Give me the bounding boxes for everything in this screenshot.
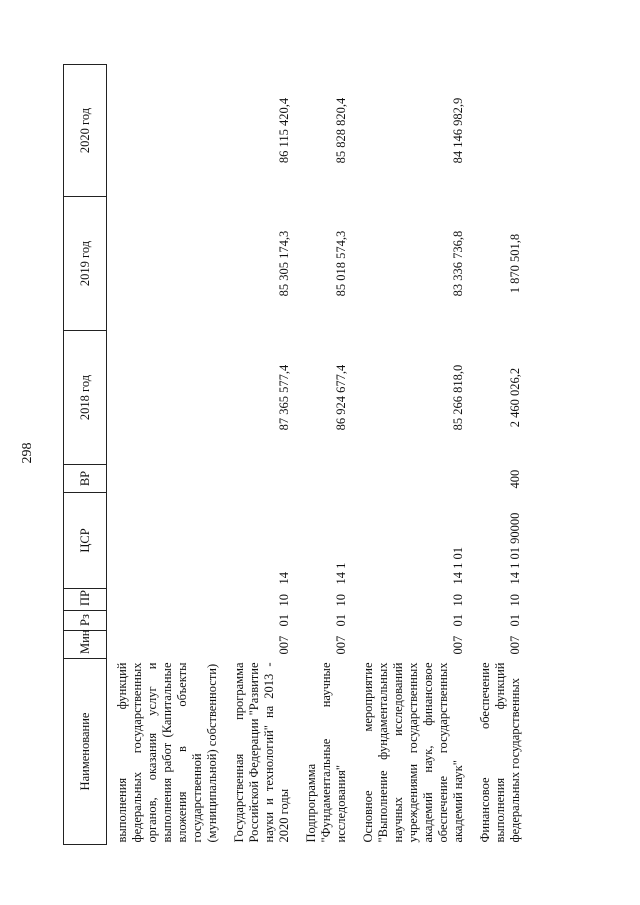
row-2019: 85 305 174,3 (277, 230, 291, 297)
row-2018: 85 266 818,0 (451, 364, 465, 431)
row-csr: 14 1 (334, 562, 348, 585)
row-vr (224, 465, 296, 493)
page-number: 298 (20, 442, 35, 464)
row-2018: 86 924 677,4 (334, 364, 348, 431)
row-2020: 86 115 420,4 (277, 97, 291, 164)
table-row (353, 65, 470, 845)
row-2019: 85 018 574,3 (334, 230, 348, 297)
row-min: 007 (451, 635, 465, 655)
row-csr: 14 1 01 (451, 547, 465, 585)
row-2020 (470, 65, 527, 197)
header-2020: 2020 год (64, 65, 107, 197)
header-2018: 2018 год (64, 331, 107, 465)
header-name: Наименование (64, 659, 107, 845)
row-csr (107, 493, 225, 589)
row-csr: 14 (277, 572, 291, 585)
row-2018 (107, 331, 225, 465)
row-name: Государственная программа Российской Федерации "Развитие науки и технологий" на 2013 - 2020 годы (232, 662, 291, 843)
row-pr: 10 (508, 594, 522, 607)
row-2019: 1 870 501,8 (508, 233, 522, 294)
header-2019: 2019 год (64, 197, 107, 331)
row-pr (107, 589, 225, 611)
row-2018: 2 460 026,2 (508, 367, 522, 428)
row-pr: 10 (334, 594, 348, 607)
row-vr (353, 465, 470, 493)
table-row (107, 65, 225, 845)
header-pr: ПР (64, 589, 107, 611)
header-rz: Рз (64, 611, 107, 631)
row-rz (107, 611, 225, 631)
header-min: Мин (64, 631, 107, 659)
row-rz: 01 (508, 614, 522, 627)
budget-table (63, 64, 527, 845)
row-min: 007 (508, 635, 522, 655)
row-name: Основное мероприятие "Выполнение фундаментальных научных исследований учреждениями государственных академий наук, финансовое обеспечение государственных академий наук" (361, 662, 465, 843)
row-vr (107, 465, 225, 493)
row-min: 007 (334, 635, 348, 655)
row-rz: 01 (334, 614, 348, 627)
row-name: выполнения функций федеральных государственных органов, оказания услуг и выполнения работ (Капитальные вложения в объекты государственной (муниципальной) собственности) (115, 662, 219, 843)
table-row (296, 65, 353, 845)
rotated-budget-table-page (63, 65, 583, 845)
table-row (470, 65, 527, 845)
row-rz: 01 (451, 614, 465, 627)
row-name: Финансовое обеспечение выполнения функций федеральных государственных (478, 662, 522, 843)
row-pr: 10 (277, 594, 291, 607)
header-vr: ВР (64, 465, 107, 493)
row-rz: 01 (277, 614, 291, 627)
row-2020: 84 146 982,9 (451, 97, 465, 164)
header-csr: ЦСР (64, 493, 107, 589)
row-2020: 85 828 820,4 (334, 97, 348, 164)
row-min: 007 (277, 635, 291, 655)
row-2018: 87 365 577,4 (277, 364, 291, 431)
row-2019 (107, 197, 225, 331)
row-vr (296, 465, 353, 493)
table-row (224, 65, 296, 845)
row-2020 (107, 65, 225, 197)
row-csr: 14 1 01 90000 (508, 512, 522, 585)
row-name: Подпрограмма "Фундаментальные научные исследования" (304, 662, 348, 843)
header-row (64, 65, 107, 845)
row-pr: 10 (451, 594, 465, 607)
row-vr: 400 (508, 469, 522, 489)
row-min (107, 631, 225, 659)
row-2019: 83 336 736,8 (451, 230, 465, 297)
